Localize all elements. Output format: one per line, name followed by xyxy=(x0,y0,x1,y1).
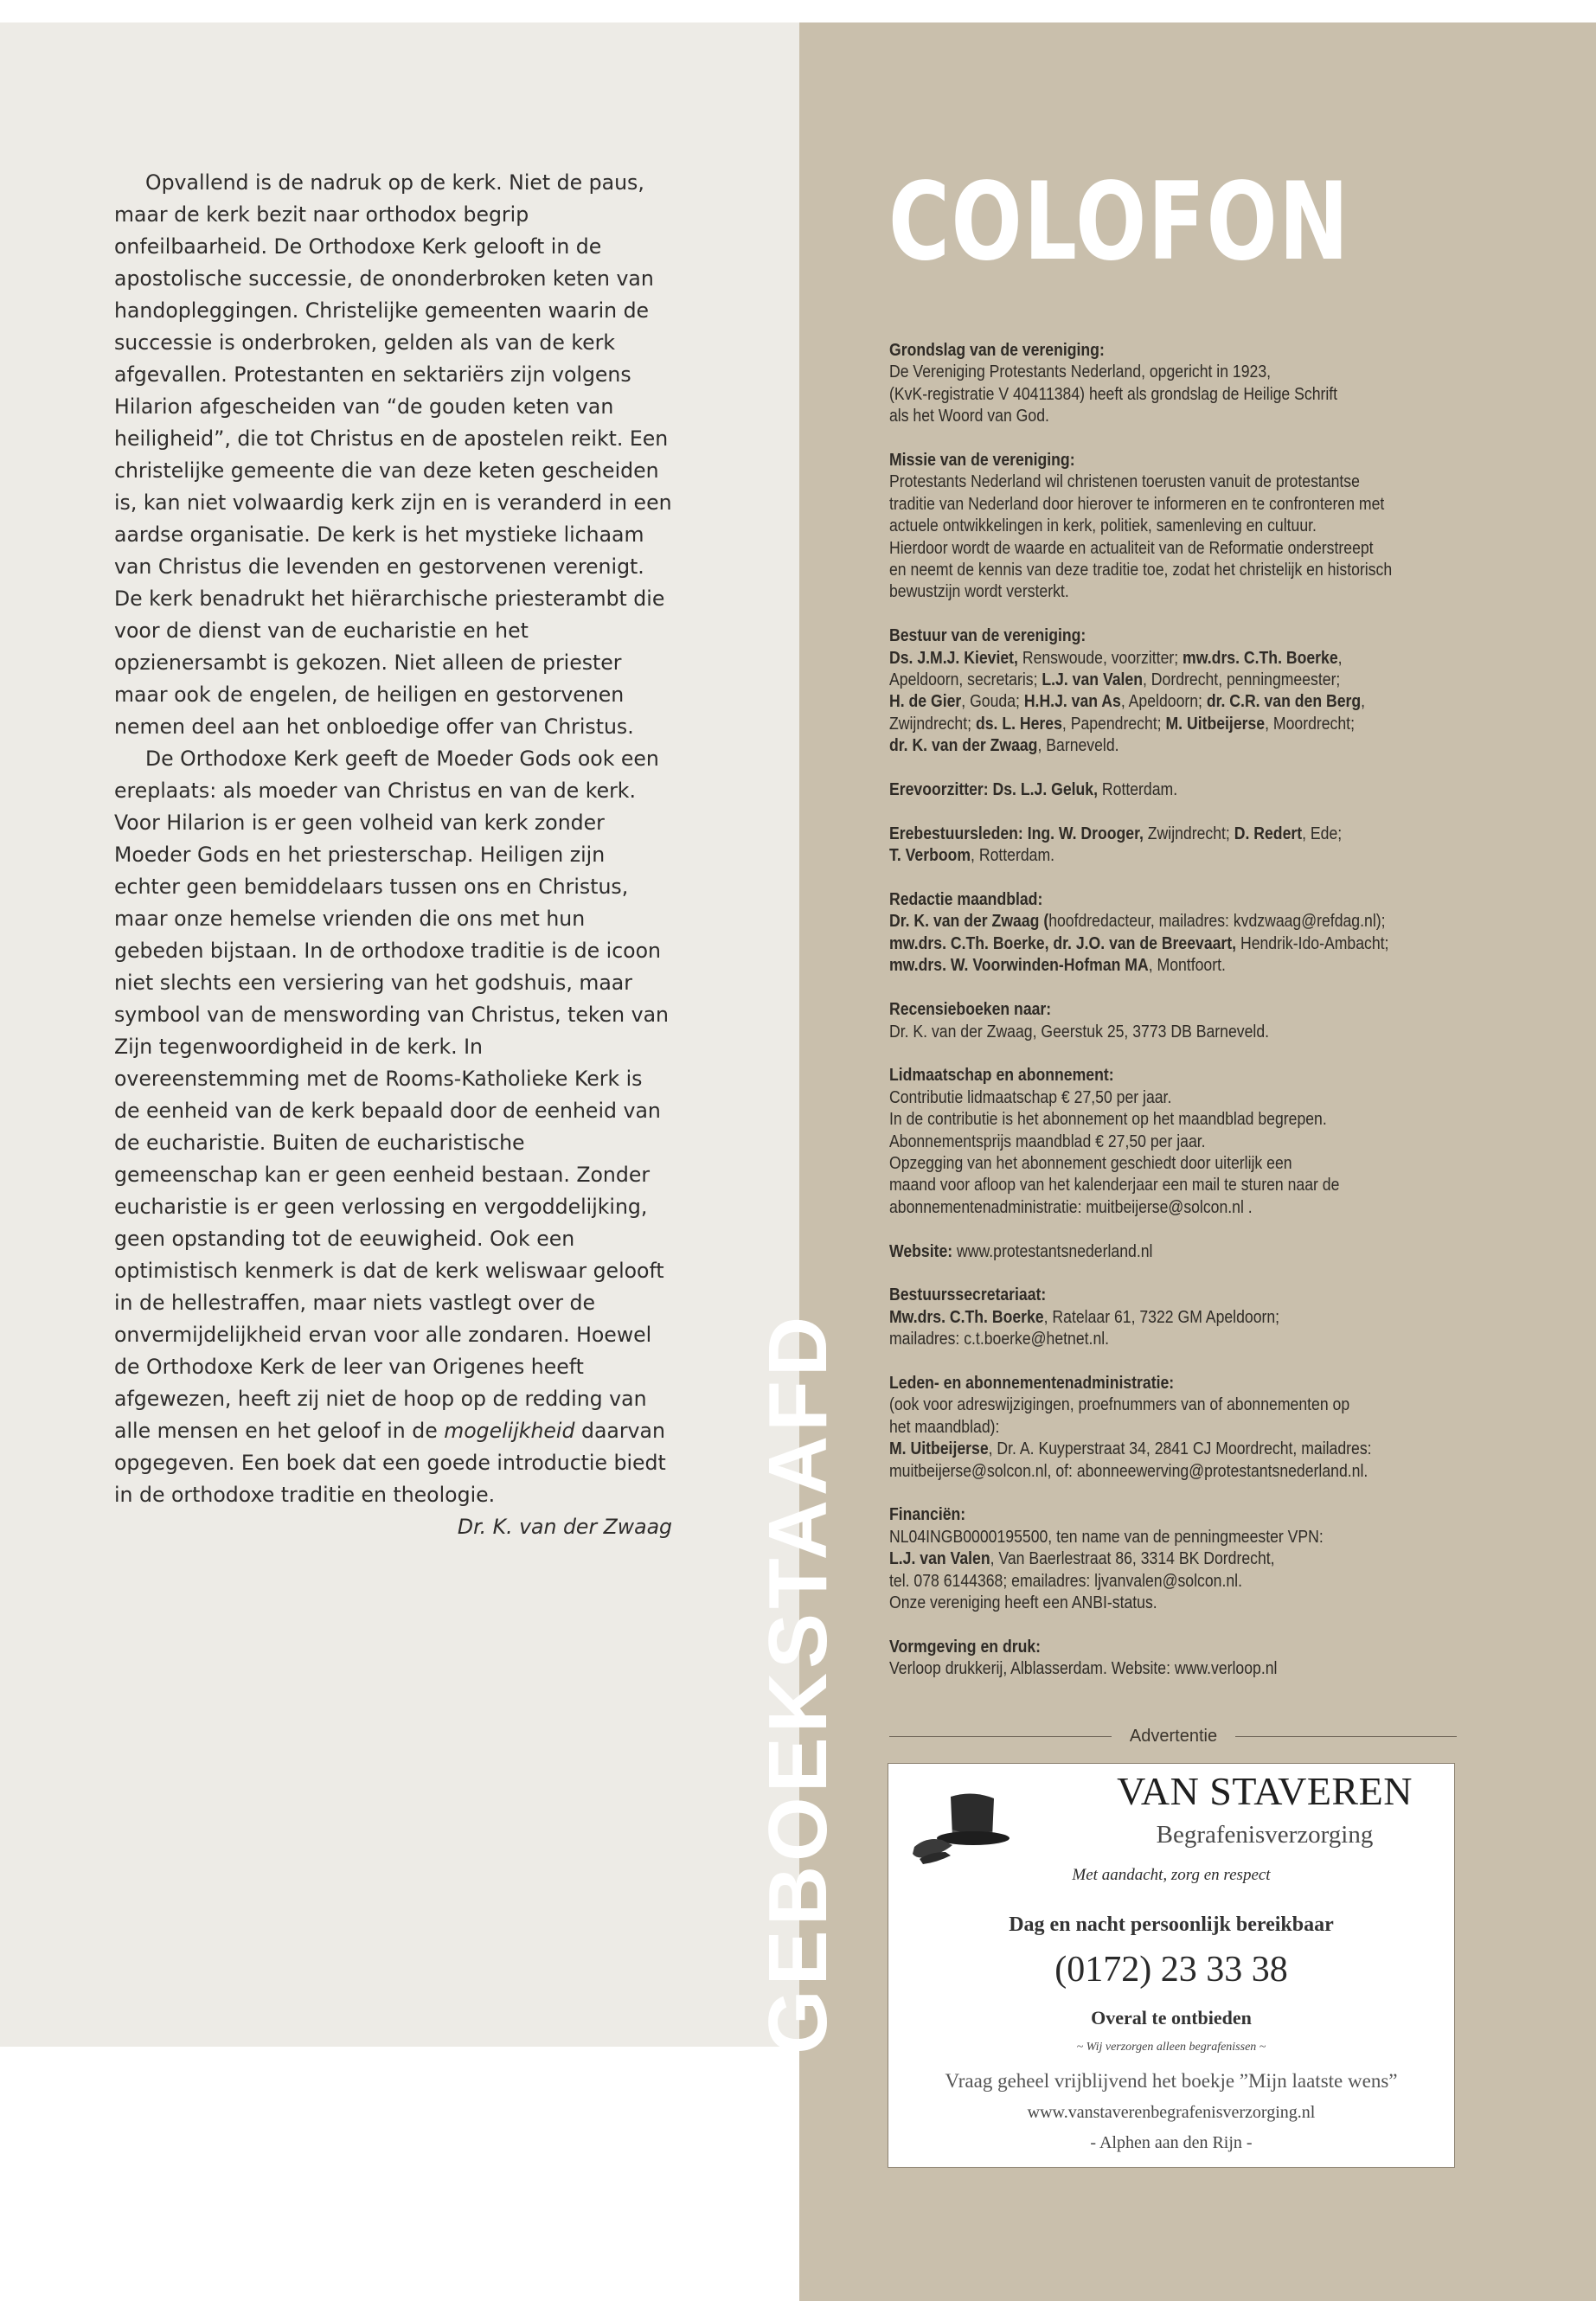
colofon-lidmaatschap: Lidmaatschap en abonnement: Contributie lidmaatschap € 27,50 per jaar. In de contributie is het abonnement op het maandblad begrepen. Abonnementsprijs maandblad € 27,50 per jaar. Opzegging van het abonnement geschiedt door uiterlijk een maand voor afloop van het kalenderjaar een mail te sturen naar de abonnementenadministratie: muitbeijerse@solcon.nl . xyxy=(889,1064,1529,1218)
section-heading: Leden- en abonnementenadministratie: xyxy=(889,1372,1175,1393)
ad-website-link[interactable]: www.vanstaverenbegrafenisverzorging.nl xyxy=(1027,2103,1316,2122)
colofon-vormgeving: Vormgeving en druk: Verloop drukkerij, Alblasserdam. Website: www.verloop.nl xyxy=(889,1636,1529,1680)
colofon-secretariaat: Bestuurssecretariaat: Mw.drs. C.Th. Boerke, Ratelaar 61, 7322 GM Apeldoorn; mailadres: c.t.boerke@hetnet.nl. xyxy=(889,1284,1529,1349)
colofon-financien: Financiën: NL04INGB0000195500, ten name van de penningmeester VPN: L.J. van Valen, Van Baerlestraat 86, 3314 BK Dordrecht, tel. 078 6144368; emailadres: ljvanvalen@solcon.nl. Onze vereniging heeft een ANBI-status. xyxy=(889,1503,1529,1613)
ad-booklet-offer: Vraag geheel vrijblijvend het boekje ”Mijn laatste wens” xyxy=(945,2070,1398,2092)
divider xyxy=(1235,1736,1457,1737)
colofon-missie: Missie van de vereniging: Protestants Nederland wil christenen toerusten vanuit de protestantse traditie van Nederland door hierover te informeren en te confronteren met actuele ontwikkelingen in kerk, politiek, samenleving en cultuur. Hierdoor wordt de waarde en actualiteit van de Reformatie onderstreept en neemt de kennis van deze traditie toe, zodat het christelijk en historisch bewustzijn wordt versterkt. xyxy=(889,449,1529,603)
section-heading: Vormgeving en druk: xyxy=(889,1636,1042,1657)
ad-tagline: ~ Wij verzorgen alleen begrafenissen ~ xyxy=(1076,2041,1266,2054)
section-heading: Grondslag van de vereniging: xyxy=(889,340,1105,360)
emphasis: mogelijkheid xyxy=(444,1419,575,1443)
section-heading: Redactie maandblad: xyxy=(889,889,1043,910)
section-heading: Missie van de vereniging: xyxy=(889,450,1075,471)
colofon-title: COLOFON xyxy=(888,160,1350,285)
advertisement-label: Advertentie xyxy=(889,1727,1457,1747)
section-heading: Lidmaatschap en abonnement: xyxy=(889,1065,1114,1086)
colofon-erevoorzitter: Erevoorzitter: Ds. L.J. Geluk, Rotterdam. xyxy=(889,779,1178,800)
colofon-grondslag: Grondslag van de vereniging: De Vereniging Protestants Nederland, opgericht in 1923, (KvK-registratie V 40411384) heeft als grondslag de Heilige Schrift als het Woord van God. xyxy=(889,339,1529,427)
section-heading: Recensieboeken naar: xyxy=(889,999,1052,1020)
ad-motto: Met aandacht, zorg en respect xyxy=(1072,1866,1271,1884)
section-heading: Bestuurssecretariaat: xyxy=(889,1285,1047,1305)
ad-location: - Alphen aan den Rijn - xyxy=(1090,2133,1253,2152)
divider xyxy=(889,1736,1112,1737)
colofon-bestuur: Bestuur van de vereniging: Ds. J.M.J. Kieviet, Renswoude, voorzitter; mw.drs. C.Th. Boerke, Apeldoorn, secretaris; L.J. van Valen, Dordrecht, penningmeester; H. de Gier, Gouda; H.H.J. van As, Apeldoorn; dr. C.R. van den Berg, Zwijndrecht; ds. L. Heres, Papendrecht; M. Uitbeijerse, Moordrecht; dr. K. van der Zwaag, Barneveld. xyxy=(889,625,1529,756)
ad-availability: Dag en nacht persoonlijk bereikbaar xyxy=(1009,1913,1334,1936)
colofon-administratie: Leden- en abonnementenadministratie: (ook voor adreswijzigingen, proefnummers van of abonnementen op het maandblad): M. Uitbeijerse, Dr. A. Kuyperstraat 34, 2841 CJ Moordrecht, mailadres: muitbeijerse@solcon.nl, of: abonneewerving@protestantsnederland.nl. xyxy=(889,1372,1529,1482)
ad-company-name: VAN STAVEREN xyxy=(1117,1769,1413,1813)
section-heading: Financiën: xyxy=(889,1504,966,1525)
section-label-vertical: GEBOEKSTAAFD xyxy=(752,1311,844,2054)
ad-phone-number[interactable]: (0172) 23 33 38 xyxy=(1054,1950,1288,1990)
advertisement-box xyxy=(888,1763,1455,2168)
top-hat-gloves-icon xyxy=(907,1779,1029,1866)
colofon-redactie: Redactie maandblad: Dr. K. van der Zwaag (hoofdredacteur, mailadres: kvdzwaag@refdag.nl); mw.drs. C.Th. Boerke, dr. J.O. van de Breevaart, Hendrik-Ido-Ambacht; mw.drs. W. Voorwinden-Hofman MA, Montfoort. xyxy=(889,888,1529,977)
ad-subtitle: Begrafenisverzorging xyxy=(1156,1821,1374,1849)
ad-service-area: Overal te ontbieden xyxy=(1091,2007,1252,2029)
book-review-article xyxy=(114,167,672,1543)
article-signature: Dr. K. van der Zwaag xyxy=(457,1515,672,1539)
colofon-block xyxy=(889,339,1529,1702)
colofon-website: Website: www.protestantsnederland.nl xyxy=(889,1240,1153,1261)
website-link[interactable]: www.protestantsnederland.nl xyxy=(952,1240,1153,1261)
article-paragraph: Opvallend is de nadruk op de kerk. Niet de paus, maar de kerk bezit naar orthodox begrip onfeilbaarheid. De Orthodoxe Kerk gelooft in de apostolische successie, de ononderbroken keten van handopleggingen. Christelijke gemeenten waarin de successie is onderbroken, gelden als van de kerk afgevallen. Protestanten en sektariërs zijn volgens Hilarion afgescheiden van “de gouden keten van heiligheid”, die tot Christus en de apostelen reikt. Een christelijke gemeente die van deze keten gescheiden is, kan niet volwaardig kerk zijn en is veranderd in een aardse organisatie. De kerk is het mystieke lichaam van Christus die levenden en gestorvenen verenigt. De kerk benadrukt het hiërarchische priesterambt die voor de dienst van de eucharistie en het opzienersambt is gekozen. Niet alleen de priester maar ook de engelen, de heiligen en gestorvenen nemen deel aan het onbloedige offer van Christus. xyxy=(114,170,672,739)
colofon-erebestuursleden: Erebestuursleden: Ing. W. Drooger, Zwijndrecht; D. Redert, Ede; T. Verboom, Rotterdam. xyxy=(889,823,1343,866)
article-paragraph: De Orthodoxe Kerk geeft de Moeder Gods ook een ereplaats: als moeder van Christus en van de kerk. Voor Hilarion is er geen volheid van kerk zonder Moeder Gods en het priesterschap. Heiligen zijn echter geen bemiddelaars tussen ons en Christus, maar onze hemelse vrienden die ons met hun gebeden bijstaan. In de orthodoxe traditie is de icoon niet slechts een versiering van het godshuis, maar symbool van de menswording van Christus, teken van Zijn tegenwoordigheid in de kerk. In overeenstemming met de Rooms-Katholieke Kerk is de eenheid van de kerk bepaald door de eenheid van de eucharistie. Buiten de eucharistische gemeenschap kan er geen eenheid bestaan. Zonder eucharistie is er geen verlossing en vergoddelijking, geen opstanding tot de eeuwigheid. Ook een optimistisch kenmerk is dat de kerk weliswaar gelooft in de hellestraffen, maar niets vastlegt over de onvermijdelijkheid ervan voor alle zondaren. Hoewel de Orthodoxe Kerk de leer van Origenes heeft afgewezen, heeft zij niet de hoop op de redding van alle mensen en het geloof in de mogelijkheid daarvan opgegeven. Een boek dat een goede introductie biedt in de orthodoxe traditie en theologie. xyxy=(114,747,670,1507)
section-heading: Bestuur van de vereniging: xyxy=(889,625,1086,646)
colofon-recensie: Recensieboeken naar: Dr. K. van der Zwaag, Geerstuk 25, 3773 DB Barneveld. xyxy=(889,998,1529,1042)
